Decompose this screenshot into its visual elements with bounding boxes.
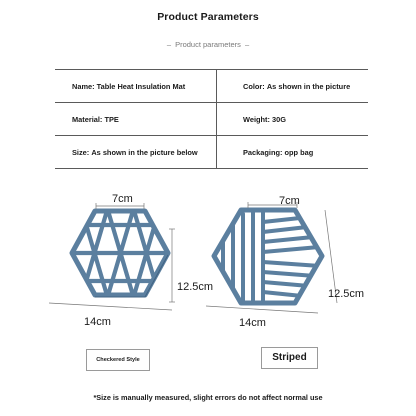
- param-size: [55, 136, 217, 169]
- param-material-label: Material:: [72, 114, 103, 124]
- parameters-table: [55, 69, 368, 169]
- checkered-mat: [52, 197, 189, 309]
- subtitle-dash-right: –: [244, 40, 250, 49]
- checkered-width-dimension: 14cm: [84, 316, 111, 328]
- param-weight-value: 30G: [272, 114, 287, 124]
- param-color-label: Color:: [243, 81, 265, 91]
- striped-style-label: Striped: [261, 347, 318, 369]
- table-row: [55, 103, 368, 136]
- param-name-value: Table Heat Insulation Mat: [96, 81, 186, 91]
- param-packaging: [217, 136, 369, 169]
- param-weight: [217, 103, 369, 136]
- checkered-style-label: Checkered Style: [86, 349, 150, 371]
- page-subtitle: [0, 40, 416, 49]
- param-color: [217, 70, 369, 103]
- param-color-value: As shown in the picture: [266, 81, 351, 91]
- striped-dimension-lines: [206, 202, 337, 313]
- param-name: [55, 70, 217, 103]
- page-title: Product Parameters: [157, 11, 259, 23]
- subtitle-text: Product parameters: [175, 40, 241, 49]
- param-size-label: Size:: [72, 147, 90, 157]
- subtitle-dash-left: –: [166, 40, 172, 49]
- checkered-height-dimension: 12.5cm: [177, 281, 214, 293]
- table-row: [55, 136, 368, 169]
- striped-top-dimension: 7cm: [279, 195, 300, 207]
- product-illustrations: [0, 180, 416, 345]
- param-name-label: Name:: [72, 81, 95, 91]
- param-weight-label: Weight:: [243, 114, 270, 124]
- param-material: [55, 103, 217, 136]
- param-material-value: TPE: [104, 114, 119, 124]
- striped-width-dimension: 14cm: [239, 317, 266, 329]
- param-packaging-value: opp bag: [284, 147, 314, 157]
- striped-height-dimension: 12.5cm: [328, 288, 365, 300]
- checkered-top-dimension: 7cm: [112, 193, 133, 205]
- striped-mat: [214, 210, 322, 303]
- param-size-value: As shown in the picture below: [91, 147, 198, 157]
- table-row: [55, 70, 368, 103]
- param-packaging-label: Packaging:: [243, 147, 283, 157]
- size-footnote: *Size is manually measured, slight errors do not affect normal use: [93, 393, 323, 402]
